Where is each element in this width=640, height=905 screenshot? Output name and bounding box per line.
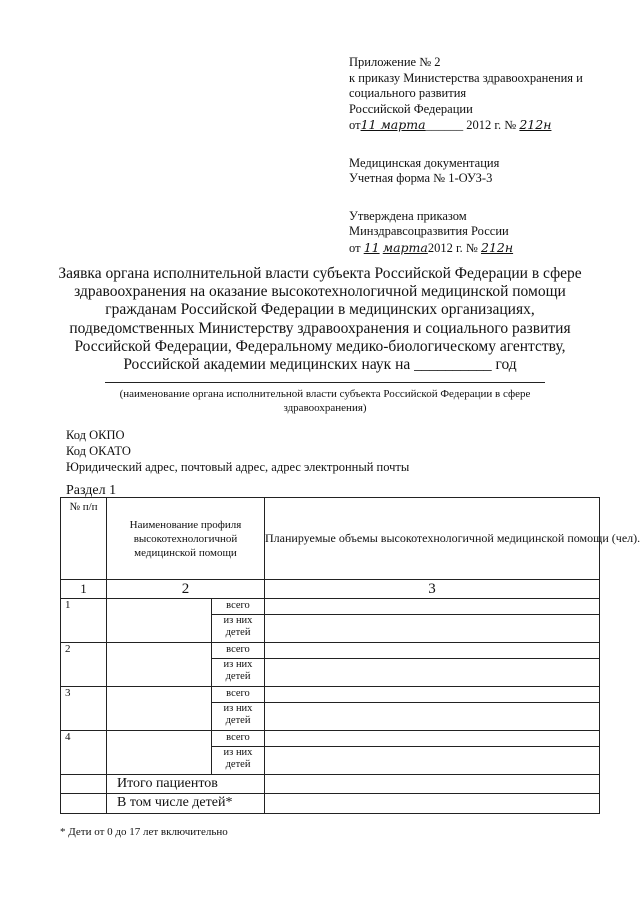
med-doc-line: Медицинская документация xyxy=(349,155,500,170)
total-label: всего xyxy=(212,643,265,659)
planned-children-cell[interactable] xyxy=(265,703,600,731)
total-label: всего xyxy=(212,599,265,615)
row-number: 1 xyxy=(61,599,107,643)
okato-label: Код ОКАТО xyxy=(66,444,131,458)
request-table xyxy=(60,497,640,814)
codes-block xyxy=(66,427,409,475)
handwritten-number: 212н xyxy=(519,117,552,132)
handwritten-date: 11 марта xyxy=(360,117,426,132)
address-label: Юридический адрес, почтовый адрес, адрес электронный почты xyxy=(66,460,410,474)
document-title: Заявка органа исполнительной власти субъекта Российской Федерации в сфере здравоохранения на оказание высокотехнологичной медицинской помощи гражданам Российской Федерации в медицинских организациях, подведомственных Министерству здравоохранения и социального развития Российской Федерации, Федеральному медико-биологическому агентству, Российской академии медицинских наук на __________ год xyxy=(58,265,582,374)
header-num: № п/п xyxy=(61,498,107,580)
profile-cell[interactable] xyxy=(107,599,212,643)
planned-total-cell[interactable] xyxy=(265,599,600,615)
okpo-label: Код ОКПО xyxy=(66,428,125,442)
handwritten-day: 11 xyxy=(363,239,380,255)
handwritten-month: марта xyxy=(382,239,428,255)
planned-children-cell[interactable] xyxy=(265,615,600,643)
children-label: из них детей xyxy=(212,747,265,775)
total-label: всего xyxy=(212,687,265,703)
planned-total-cell[interactable] xyxy=(265,731,600,747)
appendix-date-line: от11 марта______ 2012 г. № 212н xyxy=(349,117,552,132)
profile-cell[interactable] xyxy=(107,731,212,775)
planned-children-cell[interactable] xyxy=(265,659,600,687)
org-name-caption: (наименование органа исполнительной власти субъекта Российской Федерации в сфере здравоохранения) xyxy=(119,388,531,414)
planned-children-cell[interactable] xyxy=(265,747,600,775)
profile-cell[interactable] xyxy=(107,643,212,687)
header-planned: Планируемые объемы высокотехнологичной медицинской помощи (чел). xyxy=(265,498,600,580)
org-name-line xyxy=(105,382,545,383)
row-number: 4 xyxy=(61,731,107,775)
children-label: из них детей xyxy=(212,703,265,731)
appendix-line: к приказу Министерства здравоохранения и xyxy=(349,70,583,85)
row-number: 2 xyxy=(61,643,107,687)
profile-cell[interactable] xyxy=(107,687,212,731)
row-number: 3 xyxy=(61,687,107,731)
footnote: * Дети от 0 до 17 лет включительно xyxy=(60,826,228,838)
col-number-1: 1 xyxy=(61,580,107,599)
children-label: из них детей xyxy=(212,659,265,687)
col-number-3: 3 xyxy=(265,580,600,599)
appendix-line: Приложение № 2 xyxy=(349,55,441,69)
children-row-empty xyxy=(61,794,107,814)
including-children-label: В том числе детей* xyxy=(107,794,265,814)
including-children-cell[interactable] xyxy=(265,794,600,814)
section-title: Раздел 1 xyxy=(66,483,117,498)
col-number-2: 2 xyxy=(107,580,265,599)
total-patients-label: Итого пациентов xyxy=(107,775,265,794)
approved-line: Утверждена приказом xyxy=(349,208,467,223)
approved-date-line: от 11 марта2012 г. № 212н xyxy=(349,239,514,255)
total-patients-cell[interactable] xyxy=(265,775,600,794)
header-profile: Наименование профиля высокотехнологичной медицинской помощи xyxy=(107,498,265,580)
appendix-line: Российской Федерации xyxy=(349,101,473,116)
planned-total-cell[interactable] xyxy=(265,687,600,703)
children-label: из них детей xyxy=(212,615,265,643)
appendix-line: социального развития xyxy=(349,86,467,100)
total-label: всего xyxy=(212,731,265,747)
handwritten-number: 212н xyxy=(481,239,514,255)
total-row-empty xyxy=(61,775,107,794)
appendix-header xyxy=(349,55,583,256)
approved-line: Минздравсоцразвития России xyxy=(349,224,509,238)
med-doc-line: Учетная форма № 1-ОУЗ-3 xyxy=(349,171,493,185)
planned-total-cell[interactable] xyxy=(265,643,600,659)
